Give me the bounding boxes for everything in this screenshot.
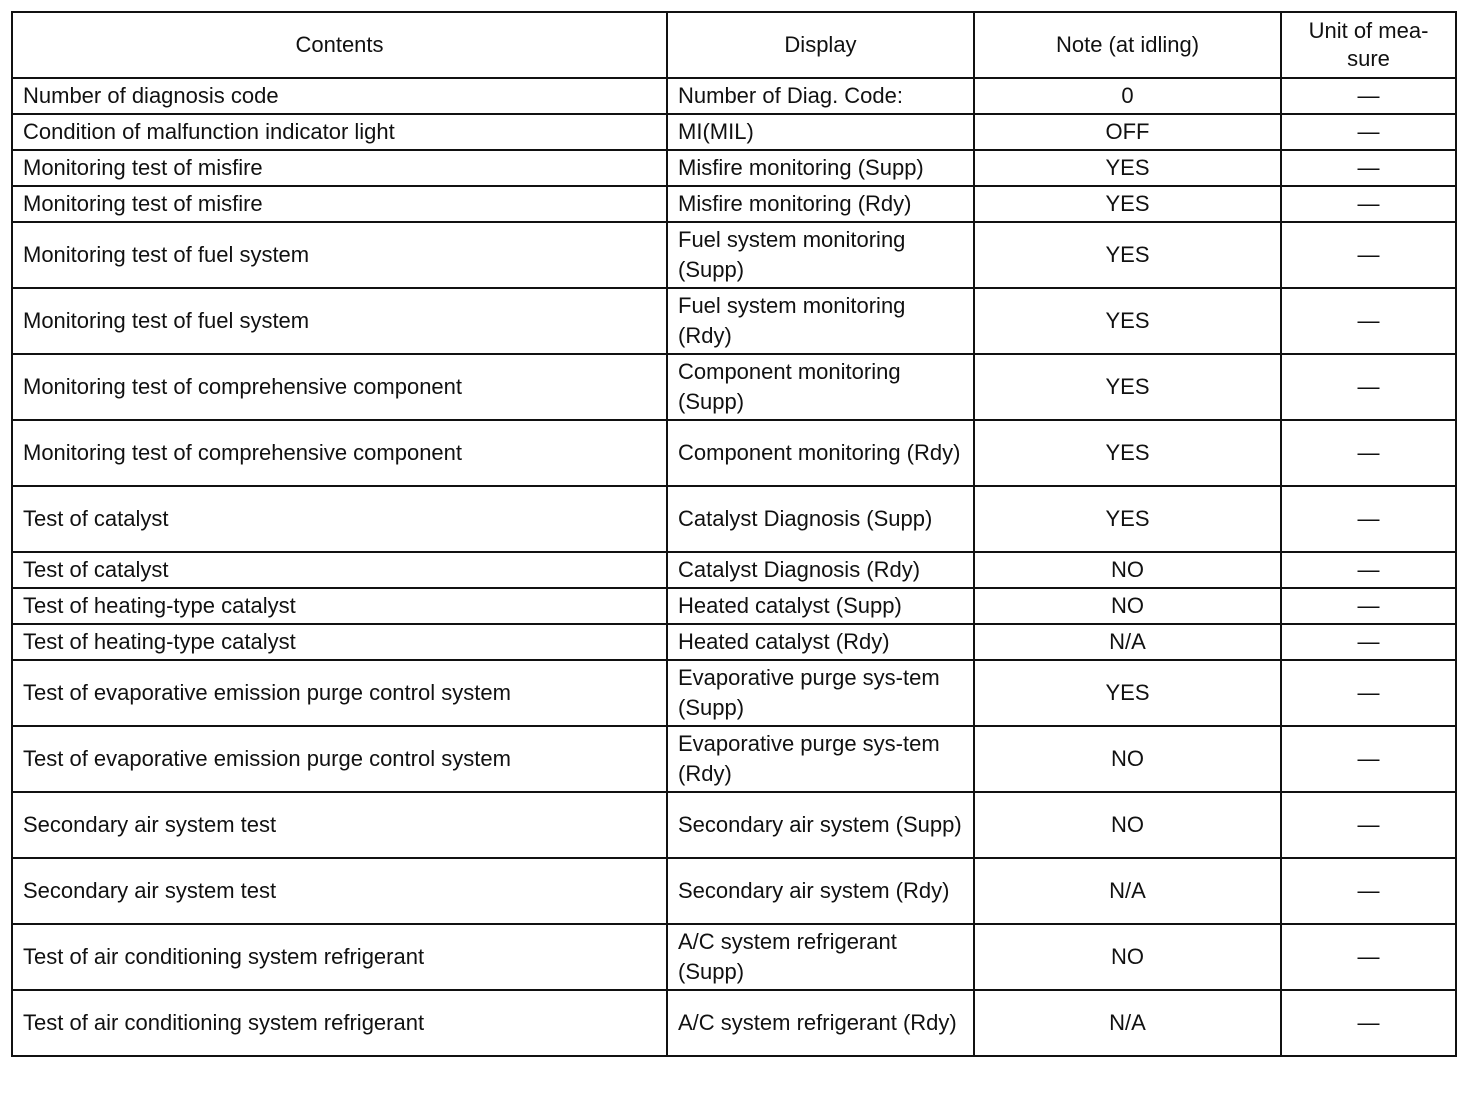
cell-contents: Monitoring test of fuel system: [12, 288, 667, 354]
cell-contents: Monitoring test of misfire: [12, 186, 667, 222]
cell-note: N/A: [974, 624, 1281, 660]
cell-note: NO: [974, 792, 1281, 858]
cell-note: YES: [974, 486, 1281, 552]
cell-unit: —: [1281, 78, 1456, 114]
cell-contents: Secondary air system test: [12, 858, 667, 924]
cell-contents: Test of air conditioning system refrigerant: [12, 990, 667, 1056]
cell-unit: —: [1281, 552, 1456, 588]
header-note: Note (at idling): [974, 12, 1281, 78]
cell-unit: —: [1281, 792, 1456, 858]
cell-display: Secondary air system (Supp): [667, 792, 974, 858]
cell-note: YES: [974, 150, 1281, 186]
cell-contents: Test of catalyst: [12, 552, 667, 588]
table-row: [12, 354, 1456, 420]
cell-display: Fuel system monitoring (Supp): [667, 222, 974, 288]
cell-contents: Test of heating-type catalyst: [12, 588, 667, 624]
cell-contents: Monitoring test of comprehensive component: [12, 420, 667, 486]
cell-note: NO: [974, 588, 1281, 624]
cell-contents: Secondary air system test: [12, 792, 667, 858]
cell-note: OFF: [974, 114, 1281, 150]
cell-unit: —: [1281, 588, 1456, 624]
cell-unit: —: [1281, 924, 1456, 990]
header-unit: Unit of mea-sure: [1281, 12, 1456, 78]
cell-display: A/C system refrigerant (Rdy): [667, 990, 974, 1056]
cell-display: Catalyst Diagnosis (Rdy): [667, 552, 974, 588]
cell-contents: Monitoring test of misfire: [12, 150, 667, 186]
table-row: [12, 552, 1456, 588]
cell-note: YES: [974, 660, 1281, 726]
table-row: [12, 420, 1456, 486]
cell-unit: —: [1281, 150, 1456, 186]
cell-unit: —: [1281, 288, 1456, 354]
cell-display: Misfire monitoring (Supp): [667, 150, 974, 186]
cell-contents: Test of heating-type catalyst: [12, 624, 667, 660]
cell-unit: —: [1281, 990, 1456, 1056]
table-row: [12, 486, 1456, 552]
cell-contents: Condition of malfunction indicator light: [12, 114, 667, 150]
cell-display: Number of Diag. Code:: [667, 78, 974, 114]
table-row: [12, 792, 1456, 858]
cell-display: Secondary air system (Rdy): [667, 858, 974, 924]
cell-display: A/C system refrigerant (Supp): [667, 924, 974, 990]
table-row: [12, 726, 1456, 792]
header-display: Display: [667, 12, 974, 78]
cell-display: Fuel system monitoring (Rdy): [667, 288, 974, 354]
table-row: [12, 114, 1456, 150]
cell-contents: Test of evaporative emission purge control system: [12, 660, 667, 726]
cell-unit: —: [1281, 354, 1456, 420]
table-row: [12, 588, 1456, 624]
cell-unit: —: [1281, 858, 1456, 924]
table-row: [12, 186, 1456, 222]
table-row: [12, 858, 1456, 924]
cell-unit: —: [1281, 222, 1456, 288]
cell-display: Heated catalyst (Rdy): [667, 624, 974, 660]
cell-display: Misfire monitoring (Rdy): [667, 186, 974, 222]
table-row: [12, 150, 1456, 186]
cell-note: N/A: [974, 858, 1281, 924]
cell-note: 0: [974, 78, 1281, 114]
cell-display: MI(MIL): [667, 114, 974, 150]
cell-note: YES: [974, 222, 1281, 288]
cell-unit: —: [1281, 624, 1456, 660]
cell-note: YES: [974, 354, 1281, 420]
cell-unit: —: [1281, 486, 1456, 552]
cell-unit: —: [1281, 660, 1456, 726]
cell-note: NO: [974, 726, 1281, 792]
cell-note: NO: [974, 924, 1281, 990]
table-row: [12, 624, 1456, 660]
cell-note: YES: [974, 186, 1281, 222]
cell-contents: Test of air conditioning system refrigerant: [12, 924, 667, 990]
diagnosis-table: [11, 11, 1457, 1057]
table-row: [12, 990, 1456, 1056]
cell-note: YES: [974, 288, 1281, 354]
cell-display: Component monitoring (Rdy): [667, 420, 974, 486]
cell-display: Heated catalyst (Supp): [667, 588, 974, 624]
header-row: [12, 12, 1456, 78]
table-row: [12, 288, 1456, 354]
cell-display: Component monitoring (Supp): [667, 354, 974, 420]
cell-note: NO: [974, 552, 1281, 588]
table-row: [12, 222, 1456, 288]
cell-contents: Test of catalyst: [12, 486, 667, 552]
table-row: [12, 78, 1456, 114]
cell-note: N/A: [974, 990, 1281, 1056]
cell-contents: Monitoring test of fuel system: [12, 222, 667, 288]
cell-unit: —: [1281, 420, 1456, 486]
cell-note: YES: [974, 420, 1281, 486]
cell-unit: —: [1281, 186, 1456, 222]
cell-display: Catalyst Diagnosis (Supp): [667, 486, 974, 552]
table-row: [12, 924, 1456, 990]
cell-contents: Monitoring test of comprehensive component: [12, 354, 667, 420]
cell-display: Evaporative purge sys-tem (Supp): [667, 660, 974, 726]
cell-display: Evaporative purge sys-tem (Rdy): [667, 726, 974, 792]
cell-contents: Test of evaporative emission purge control system: [12, 726, 667, 792]
cell-unit: —: [1281, 726, 1456, 792]
cell-contents: Number of diagnosis code: [12, 78, 667, 114]
table-row: [12, 660, 1456, 726]
cell-unit: —: [1281, 114, 1456, 150]
header-contents: Contents: [12, 12, 667, 78]
